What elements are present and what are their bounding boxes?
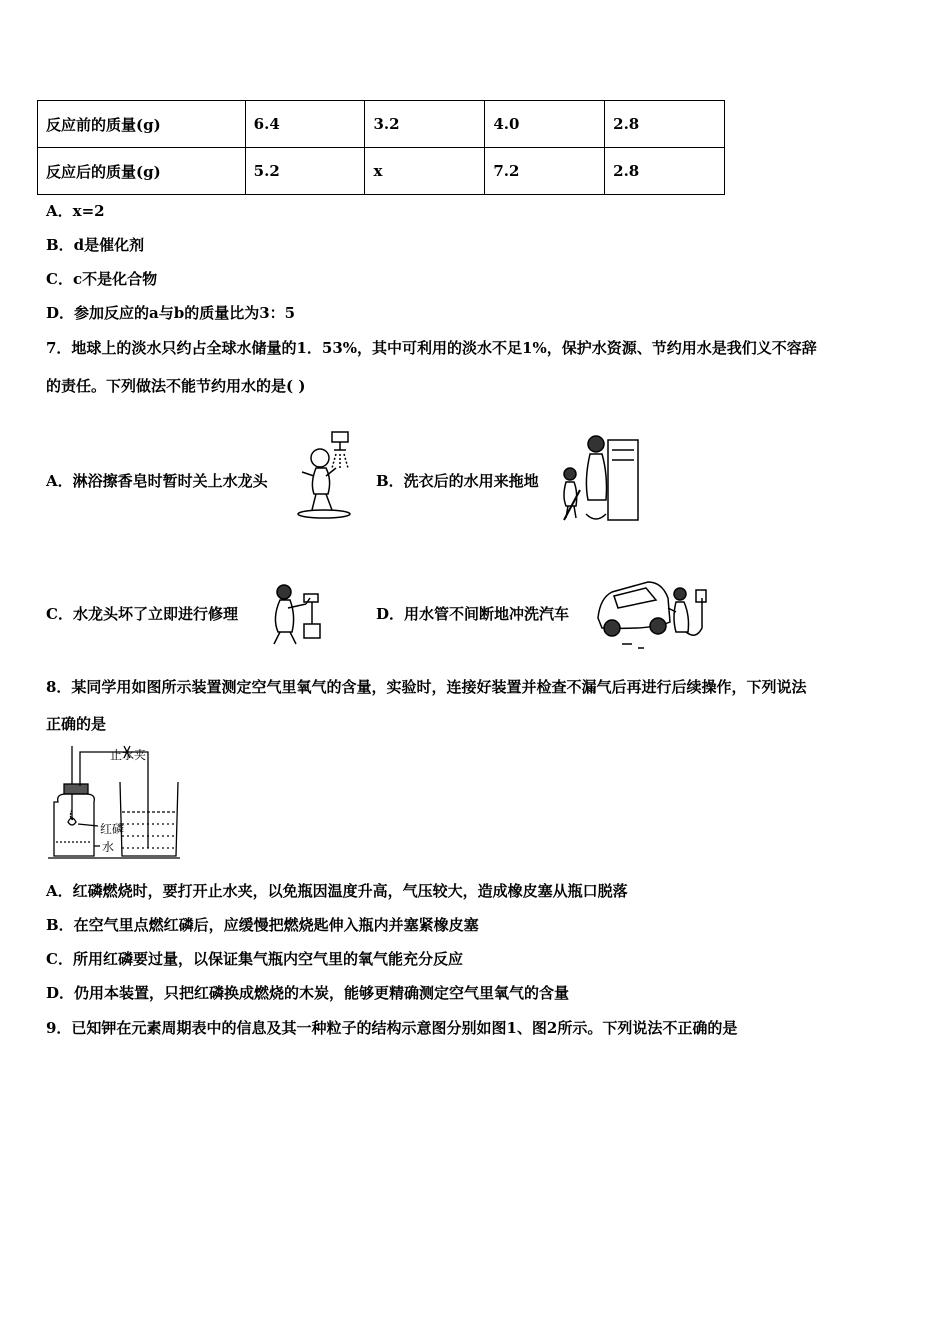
- table-row: [38, 148, 725, 195]
- table-cell: 4.0: [485, 101, 605, 148]
- q6-option-d: D．参加反应的a与b的质量比为3：5: [46, 304, 296, 322]
- clip-label: 止水夹: [110, 748, 147, 762]
- q8-stem-line1: 8．某同学用如图所示装置测定空气里氧气的含量，实验时，连接好装置并检查不漏气后再进行后续操作，下列说法: [46, 678, 807, 696]
- table-cell: 2.8: [605, 148, 725, 195]
- q6-option-a: A．x=2: [46, 202, 105, 220]
- q7-stem-line1: 7．地球上的淡水只约占全球水储量的1．53%，其中可利用的淡水不足1%，保护水资源、节约用水是我们义不容辞: [46, 339, 817, 357]
- row-label: 反应前的质量(g): [38, 101, 246, 148]
- q8-option-a: A．红磷燃烧时，要打开止水夹，以免瓶因温度升高，气压较大，造成橡皮塞从瓶口脱落: [46, 882, 628, 900]
- table-cell: 7.2: [485, 148, 605, 195]
- phosphorus-label: 红磷: [100, 822, 125, 836]
- q7-option-a: A．淋浴擦香皂时暂时关上水龙头: [46, 472, 268, 490]
- table-row: [38, 101, 725, 148]
- q7-stem-line2: 的责任。下列做法不能节约用水的是( ): [46, 377, 306, 395]
- table-cell: 2.8: [605, 101, 725, 148]
- table-cell: x: [365, 148, 485, 195]
- table-cell: 3.2: [365, 101, 485, 148]
- table-cell: 5.2: [245, 148, 365, 195]
- q8-stem-line2: 正确的是: [46, 715, 107, 733]
- faucet-repair-illustration: [262, 578, 332, 648]
- q6-option-c: C．c不是化合物: [46, 270, 158, 288]
- q7-option-b: B．洗衣后的水用来拖地: [376, 472, 539, 490]
- water-label: 水: [102, 840, 115, 854]
- q8-option-c: C．所用红磷要过量，以保证集气瓶内空气里的氧气能充分反应: [46, 950, 463, 968]
- mass-table: [37, 100, 725, 195]
- row-label: 反应后的质量(g): [38, 148, 246, 195]
- q6-option-b: B．d是催化剂: [46, 236, 145, 254]
- q9-stem-line1: 9．已知钾在元素周期表中的信息及其一种粒子的结构示意图分别如图1、图2所示。下列说法不正确的是: [46, 1019, 738, 1037]
- q7-option-c: C．水龙头坏了立即进行修理: [46, 605, 238, 623]
- mopping-illustration: [556, 430, 644, 526]
- q8-option-d: D．仍用本装置，只把红磷换成燃烧的木炭，能够更精确测定空气里氧气的含量: [46, 984, 570, 1002]
- table-cell: 6.4: [245, 101, 365, 148]
- q7-option-d: D．用水管不间断地冲洗汽车: [376, 605, 570, 623]
- shower-illustration: [292, 428, 358, 520]
- q8-option-b: B．在空气里点燃红磷后，应缓慢把燃烧匙伸入瓶内并塞紧橡皮塞: [46, 916, 479, 934]
- car-washing-illustration: [592, 568, 708, 656]
